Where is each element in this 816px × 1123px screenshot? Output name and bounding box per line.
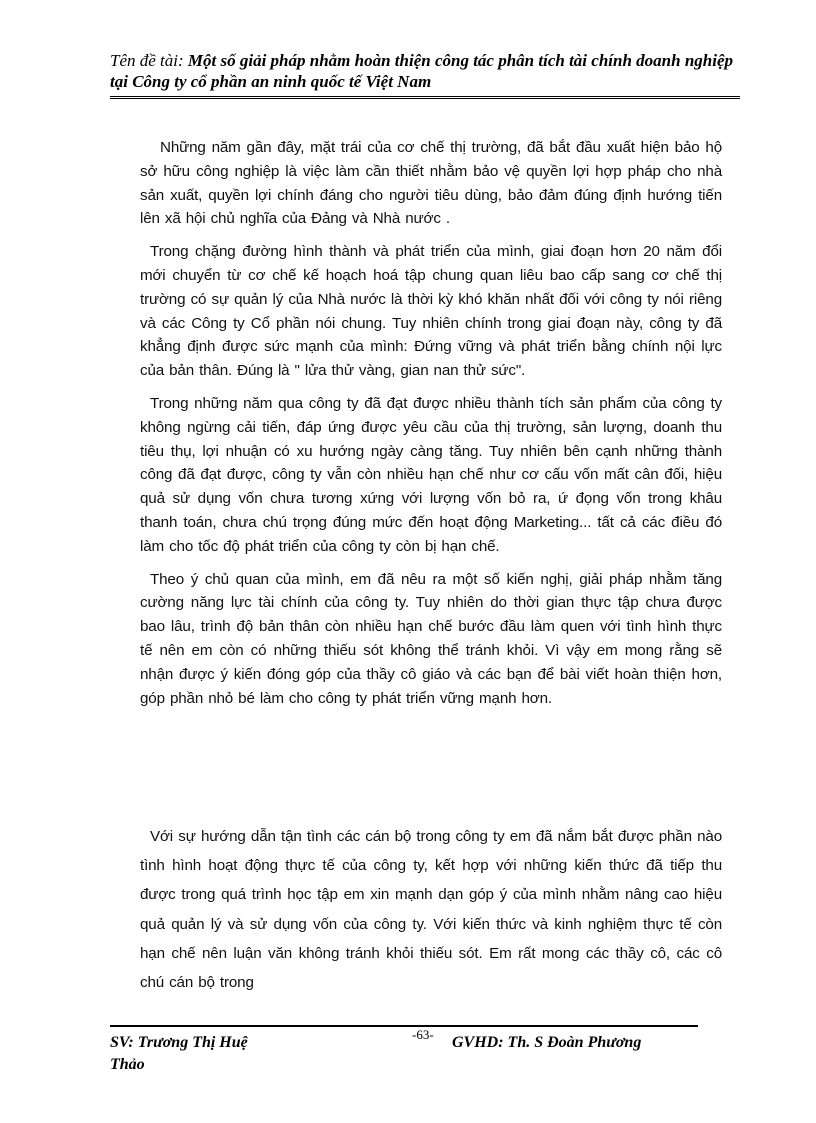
paragraph-4: Theo ý chủ quan của mình, em đã nêu ra một số kiến nghị, giải pháp nhằm tăng cường năng lực tài chính của công ty. Tuy nhiên do thời gian thực tập chưa được bao lâu, trình độ bản thân còn nhiều hạn chế bước đầu làm quen với tình hình thực tế nên em còn có những thiếu sót không thể tránh khỏi. Vì vậy em mong rằng sẽ nhận được ý kiến đóng góp của thầy cô giáo và các bạn để bài viết hoàn thiện hơn, góp phần nhỏ bé làm cho công ty phát triển vững mạnh hơn. (140, 570, 722, 707)
footer-student: SV: Trương Thị Huệ Thảo (110, 1034, 248, 1073)
paragraph-2: Trong chặng đường hình thành và phát triển của mình, giai đoạn hơn 20 năm đổi mới chuyển từ cơ chế kế hoạch hoá tập chung quan liêu bao cấp sang cơ chế thị trường có sự quản lý của Nhà nước là thời kỳ khó khăn nhất đối với công ty nói riêng và các Công ty Cổ phần nói chung. Tuy nhiên chính trong giai đoạn này, công ty đã khẳng định được sức mạnh của mình: Đứng vững và phát triển bằng chính nội lực của bản thân. Đúng là " lửa thử vàng, gian nan thử sức". (140, 243, 722, 380)
page-number: -63- (412, 1027, 434, 1042)
body-text (140, 136, 722, 719)
header-title: Một số giải pháp nhằm hoàn thiện công tác phân tích tài chính doanh nghiệp tại Công ty cổ phần an ninh quốc tế Việt Nam (110, 51, 733, 91)
header-prefix: Tên đề tài: (110, 51, 184, 70)
closing-section (140, 822, 722, 997)
footer-advisor: GVHD: Th. S Đoàn Phương (452, 1034, 642, 1051)
footer-divider (110, 1025, 698, 1027)
paragraph-1: Những năm gần đây, mặt trái của cơ chế thị trường, đã bắt đầu xuất hiện bảo hộ sở hữu công nghiệp là việc làm cần thiết nhằm bảo vệ quyền lợi hợp pháp cho nhà sản xuất, quyền lợi chính đáng cho người tiêu dùng, bảo đảm đúng định hướng tiến lên xã hội chủ nghĩa của Đảng và Nhà nước . (140, 139, 722, 228)
paragraph-3: Trong những năm qua công ty đã đạt được nhiều thành tích sản phẩm của công ty không ngừng cải tiến, đáp ứng được yêu cầu của thị trường, sản lượng, doanh thu tiêu thụ, lợi nhuận có xu hướng ngày càng tăng. Tuy nhiên bên cạnh những thành công đã đạt được, công ty vẫn còn nhiều hạn chế như cơ cấu vốn mất cân đối, hiệu quả sử dụng vốn chưa tương xứng với lượng vốn bỏ ra, ứ đọng vốn trong khâu thanh toán, chưa chú trọng đúng mức đến hoạt động Marketing... tất cả các điều đó làm cho tốc độ phát triển của công ty còn bị hạn chế. (140, 394, 722, 555)
page-header (110, 50, 740, 92)
header-divider (110, 96, 740, 99)
closing-paragraph: Với sự hướng dẫn tận tình các cán bộ trong công ty em đã nắm bắt được phần nào tình hình hoạt động thực tế của công ty, kết hợp với những kiến thức đã tiếp thu được trong quá trình học tập em xin mạnh dạn góp ý của mình nhằm nâng cao hiệu quả quản lý và sử dụng vốn của công ty. Với kiến thức và kinh nghiệm thực tế còn hạn chế nên luận văn không tránh khỏi thiếu sót. Em rất mong các thầy cô, các cô chú cán bộ trong (140, 828, 722, 992)
